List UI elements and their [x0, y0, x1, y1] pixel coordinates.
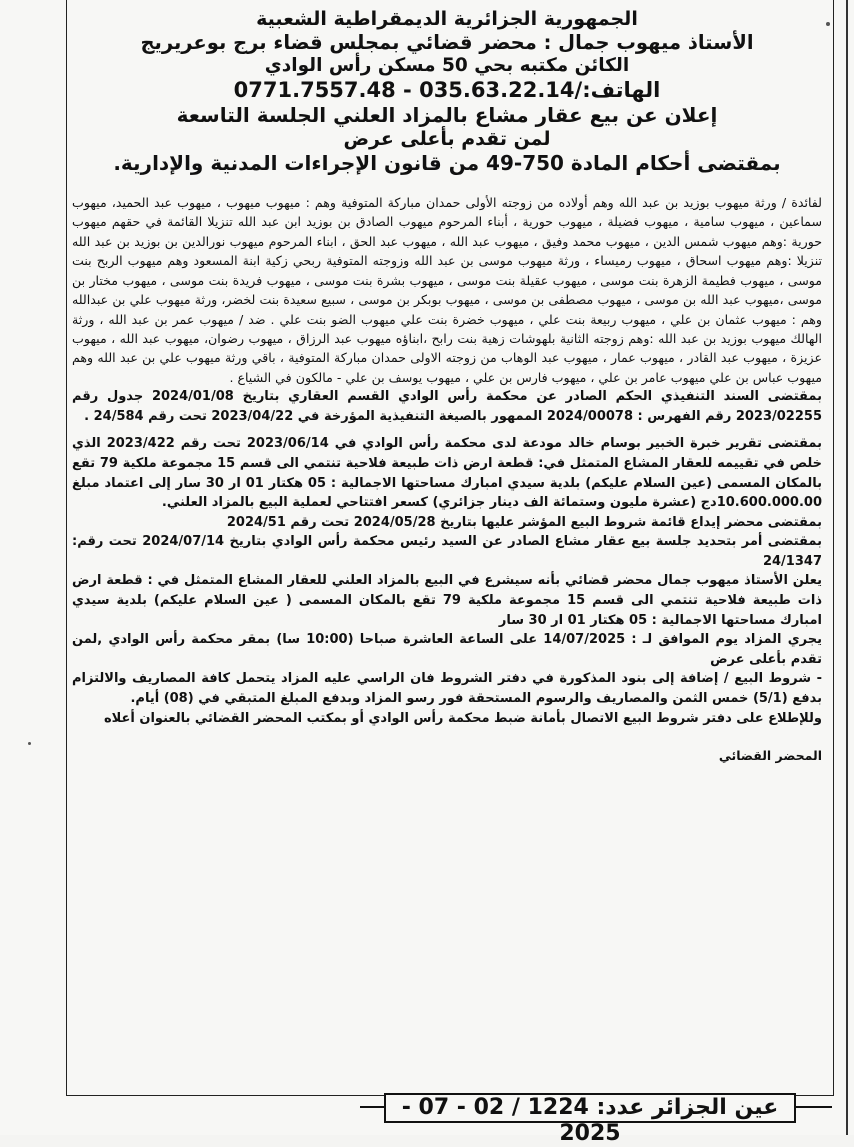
- enforcement-title-paragraph: بمقتضى السند التنفيذي الحكم الصادر عن محكمة رأس الوادي القسم العقاري بتاريخ 2024/01/08 جدول رقم 2023/02255 رقم الفهرس : 2024/00078 الممهور بالصيغة التنفيذية المؤرخة في 2023/04/22 تحت رقم 24/584 .: [72, 389, 822, 424]
- announcement-content: [72, 8, 822, 776]
- expert-report-paragraph: بمقتضى تقرير خبرة الخبير بوسام خالد مودعة لدى محكمة رأس الوادي في 2023/06/14 تحت رقم 2023/422 الذي خلص في تقييمه للعقار المشاع المتمثل في: قطعة ارض ذات طبيعة فلاحية تنتمي الى قسم 15 مجموعة ملكية 79 تقع بالمكان المسمى (عين السلام عليكم) بلدية سيدي امبارك مساحتها الاجمالية : 05 هكتار 01 ار 30 سار إلى اعتماد مبلغ 10.600.000.00دج (عشرة مليون وستمائة الف دينار جزائري) كسعر افتتاحي لعملية البيع بالمزاد العلني.: [72, 436, 823, 511]
- contact-paragraph: وللإطلاع على دفتر شروط البيع الاتصال بأمانة ضبط محكمة رأس الوادي أو بمكتب المحضر القضائي بالعنوان أعلاه: [103, 710, 822, 726]
- phone-numbers: الهاتف:/035.63.22.14 - 0771.7557.48: [233, 77, 661, 102]
- parties-paragraph: لفائدة / ورثة ميهوب بوزيد بن عبد الله وهم أولاده من زوجته الأولى حمدان مباركة المتوفية وهم : ميهوب ميهوب ، ميهوب عبد الحميد، ميهوب سماعين ، ميهوب سامية ، ميهوب فضيلة ، ميهوب حورية ، أبناء المرحوم ميهوب الصادق بن بوزيد ابن عبد الله تنزيلا القائمة في حقهم ميهوب حورية :وهم ميهوب شمس الدين ، ميهوب محمد وفيق ، ميهوب عبد الله ، ميهوب عبد الحق ، ابناء المرحوم ميهوب نورالدين بن بوزيد بن عبد الله تنزيلا :وهم ميهوب اسحاق ، ميهوب رميساء ، ورثة ميهوب موسى بن عبد الله وزوجته المتوفية ربحي زكية ابنة المسعود وهم ميهوب الربح بنت موسى ، ميهوب فطيمة الزهرة بنت موسى ، ميهوب عقيلة بنت موسى ، ميهوب بشرة بنت موسى ، ميهوب فريدة بنت موسى ، ميهوب مختار بن موسى ،ميهوب عبد الله بن موسى ، ميهوب مصطفى بن موسى ، ميهوب بوبكر بن موسى ، سبيع سعيدة بنت لخضر، ورثة ميهوب علي بن عبدالله وهم : ميهوب عثمان بن علي ، ميهوب ربيعة بنت علي ، ميهوب خضرة بنت علي ميهوب الضو بنت علي . ضد / ميهوب عمر بن عبد الله ، ورثة الهالك ميهوب بوزيد بن عبد الله :وهم زوجته الثانية بلهوشات زهية بنت رابح ،ابناؤه ميهوب عبد الرزاق ، ميهوب رضوان، ميهوب عبد الله ، ميهوب عزيزة ، ميهوب عبد القادر ، ميهوب عمار ، ميهوب عبد الوهاب من زوجته الاولى حمدان مباركة المتوفية ، باقي ورثة ميهوب علي بن عبد الله وهم ميهوب عباس بن علي ميهوب عامر بن علي ، ميهوب فارس بن علي ، ميهوب يوسف بن علي - مالكون في الشياع .: [72, 195, 822, 385]
- auction-date-paragraph: يجري المزاد يوم الموافق لـ : 14/07/2025 على الساعة العاشرة صباحا (10:00 سا) بمقر محكمة رأس الوادي ,لمن تقدم بأعلى عرض: [72, 632, 822, 667]
- sale-conditions-paragraph: - شروط البيع / إضافة إلى بنود المذكورة في دفتر الشروط فان الراسي عليه المزاد يتحمل كافة المصاريف والالتزام بدفع (5/1) خمس الثمن والمصاريف والرسوم المستحقة فور رسو المزاد وبدفع المبلغ المتبقي في (08) أيام.: [72, 671, 822, 707]
- bailiff-heading: الأستاذ ميهوب جمال : محضر قضائي بمجلس قضاء برج بوعريريج: [140, 31, 754, 55]
- republic-heading: الجمهورية الجزائرية الديمقراطية الشعبية: [256, 8, 638, 30]
- conditions-deposit-paragraph: بمقتضى محضر إيداع قائمة شروط البيع المؤشر عليها بتاريخ 2024/05/28 تحت رقم 2024/51: [226, 514, 822, 530]
- paper-speck: [826, 22, 830, 26]
- announcement-title: إعلان عن بيع عقار مشاع بالمزاد العلني الجلسة التاسعة: [176, 103, 718, 128]
- column-divider: [846, 0, 848, 1135]
- announcement-subtitle: لمن تقدم بأعلى عرض: [343, 127, 551, 150]
- footer-rule-right: [796, 1106, 832, 1108]
- office-address: الكائن مكتبه بحي 50 مسكن رأس الوادي: [264, 54, 630, 76]
- sale-announcement-paragraph: يعلن الأستاذ ميهوب جمال محضر قضائي بأنه سيشرع في البيع بالمزاد العلني للعقار المشاع المتمثل في : قطعة ارض ذات طبيعة فلاحية تنتمي الى قسم 15 مجموعة ملكية 79 تقع بالمكان المسمى ( عين السلام عليكم) بلدية سيدي امبارك مساحتها الاجمالية : 05 هكتار 01 ار 30 سار: [72, 573, 822, 628]
- footer-rule-left: [360, 1106, 384, 1108]
- footer-issue: عين الجزائر عدد: 1224 / 02 - 07 - 2025: [401, 1095, 779, 1146]
- legal-basis: بمقتضى أحكام المادة 750-49 من قانون الإجراءات المدنية والإدارية.: [113, 150, 781, 175]
- session-order-paragraph: بمقتضى أمر بتحديد جلسة بيع عقار مشاع الصادر عن السيد رئيس محكمة رأس الوادي بتاريخ 2024/07/14 تحت رقم: 24/1347: [72, 534, 823, 569]
- footer-issue-box: [384, 1093, 796, 1146]
- paper-speck: [28, 742, 31, 745]
- signature: المحضر القضائي: [718, 748, 822, 764]
